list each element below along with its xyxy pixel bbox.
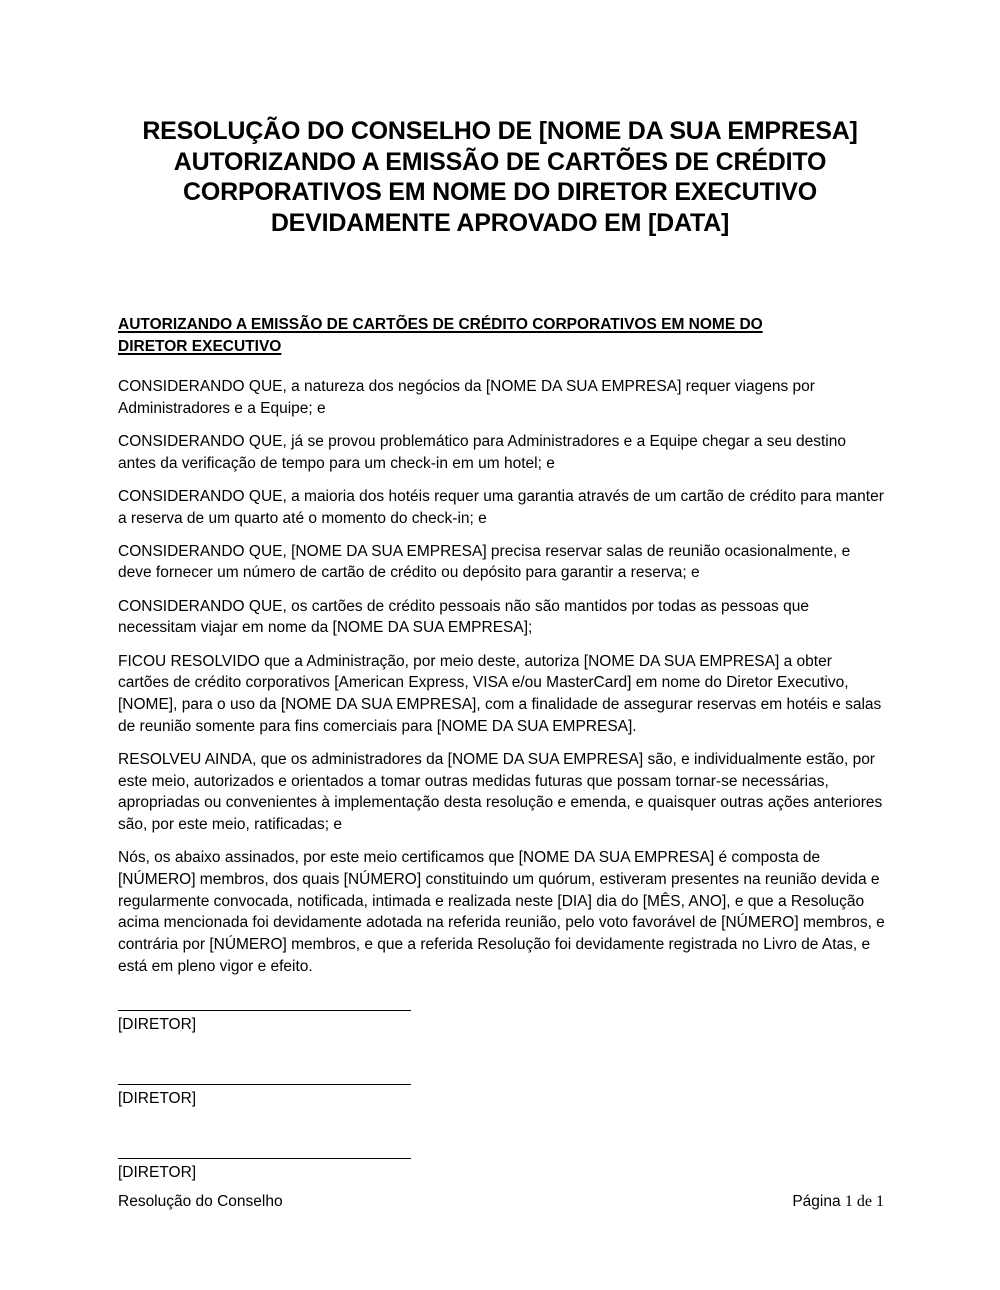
- signature-block: [118, 1010, 518, 1036]
- footer-page-number: [792, 1191, 884, 1213]
- signature-block: [118, 1158, 518, 1184]
- section-heading-line: AUTORIZANDO A EMISSÃO DE CARTÕES DE CRÉDITO CORPORATIVOS EM NOME DO: [118, 316, 763, 333]
- page-title-line: DEVIDAMENTE APROVADO EM [DATA]: [270, 208, 730, 237]
- page-title-line: RESOLUÇÃO DO CONSELHO DE [NOME DA SUA EMPRESA]: [142, 117, 858, 145]
- signature-line: [118, 1084, 411, 1085]
- signature-line: [118, 1010, 411, 1011]
- signature-block: [118, 1084, 518, 1110]
- section-heading-line: DIRETOR EXECUTIVO: [118, 338, 282, 355]
- paragraph-considerando-5: CONSIDERANDO QUE, os cartões de crédito pessoais não são mantidos por todas as pessoas que necessitam viajar em nome da [NOME DA SUA EMPRESA];: [118, 597, 809, 637]
- footer-page-indicator: 1 de 1: [844, 1193, 884, 1210]
- footer-page-word: Página: [792, 1193, 841, 1210]
- footer-document-name: Resolução do Conselho: [118, 1193, 283, 1210]
- paragraph-ficou-resolvido: FICOU RESOLVIDO que a Administração, por meio deste, autoriza [NOME DA SUA EMPRESA] a obter cartões de crédito corporativos [American Express, VISA e/ou MasterCard] em nome do Diretor Executivo, [NOME], para o uso da [NOME DA SUA EMPRESA], com a finalidade de assegurar reservas em hotéis e salas de reunião somente para fins comerciais para [NOME DA SUA EMPRESA].: [118, 652, 882, 735]
- page-title-line: AUTORIZANDO A EMISSÃO DE CARTÕES DE CRÉDITO: [173, 147, 827, 176]
- signature-label: [DIRETOR]: [118, 1016, 197, 1033]
- paragraph-considerando-3: CONSIDERANDO QUE, a maioria dos hotéis requer uma garantia através de um cartão de crédito para manter a reserva de um quarto até o momento do check-in; e: [118, 487, 884, 527]
- paragraph-considerando-2: CONSIDERANDO QUE, já se provou problemático para Administradores e a Equipe chegar a seu destino antes da verificação de tempo para um check-in em um hotel; e: [118, 432, 846, 472]
- page-footer: [118, 1191, 884, 1213]
- document-body: [118, 376, 886, 989]
- signature-line: [118, 1158, 411, 1159]
- signature-label: [DIRETOR]: [118, 1164, 197, 1181]
- signature-label: [DIRETOR]: [118, 1090, 197, 1107]
- paragraph-resolveu-ainda: RESOLVEU AINDA, que os administradores da [NOME DA SUA EMPRESA] são, e individualmente estão, por este meio, autorizados e orientados a tomar outras medidas futuras que possam tornar-se necessárias, apropriadas ou convenientes à implementação desta resolução e emenda, e quaisquer outras ações anteriores são, por este meio, ratificadas; e: [118, 750, 883, 833]
- page-title-line: CORPORATIVOS EM NOME DO DIRETOR EXECUTIVO: [183, 178, 817, 206]
- page-title: [100, 116, 900, 238]
- paragraph-certificacao: Nós, os abaixo assinados, por este meio certificamos que [NOME DA SUA EMPRESA] é composta de [NÚMERO] membros, dos quais [NÚMERO] constituindo um quórum, estiveram presentes na reunião devida e regularmente convocada, notificada, intimada e realizada neste [DIA] dia do [MÊS, ANO], e que a Resolução acima mencionada foi devidamente adotada na referida reunião, pelo voto favorável de [NÚMERO] membros, e contrária por [NÚMERO] membros, e que a referida Resolução foi devidamente registrada no Livro de Atas, e está em pleno vigor e efeito.: [118, 849, 885, 975]
- paragraph-considerando-4: CONSIDERANDO QUE, [NOME DA SUA EMPRESA] precisa reservar salas de reunião ocasionalmente, e deve fornecer um número de cartão de crédito ou depósito para garantir a reserva; e: [118, 542, 851, 582]
- section-heading: [118, 314, 886, 358]
- paragraph-considerando-1: CONSIDERANDO QUE, a natureza dos negócios da [NOME DA SUA EMPRESA] requer viagens por Administradores e a Equipe; e: [118, 378, 815, 417]
